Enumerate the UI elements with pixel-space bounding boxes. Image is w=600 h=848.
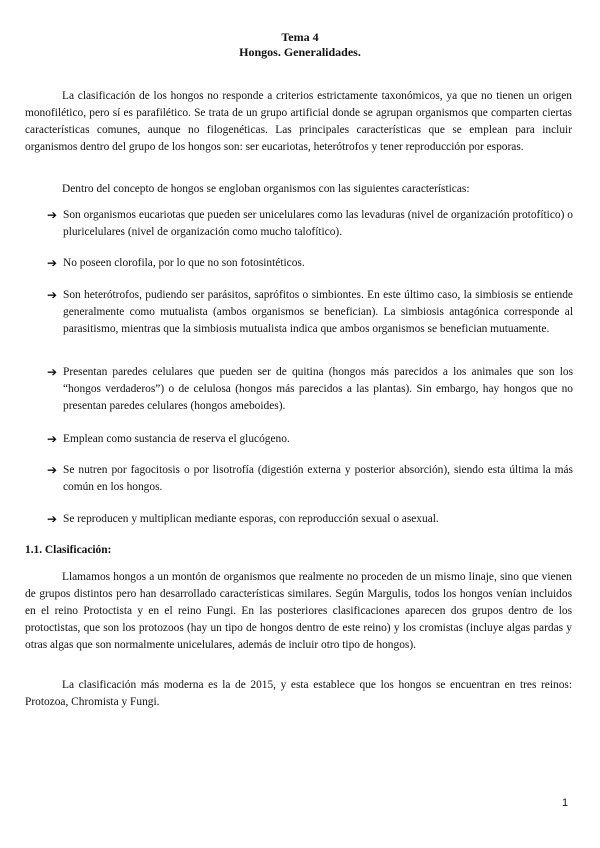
list-item-text: Son heterótrofos, pudiendo ser parásitos, saprófitos o simbiontes. En este último caso, la simbiosis se entiende generalmente como mutualista (ambos organismos se benefician). La simbiosis antagónica corresponde al parasitismo, mientras que la simbiosis mutualista indica que ambos organismos se benefician mutuamente. <box>63 289 573 335</box>
list-item <box>47 364 573 415</box>
list-item-text: Se nutren por fagocitosis o por lisotrofía (digestión externa y posterior absorción), siendo esta última la más común en los hongos. <box>63 464 573 493</box>
intro-paragraph-2: Dentro del concepto de hongos se engloban organismos con las siguientes características: <box>62 183 470 195</box>
list-item <box>47 207 573 241</box>
list-item-text: Son organismos eucariotas que pueden ser unicelulares como las levaduras (nivel de organización protofítico) o pluricelulares (nivel de organización como mucho talofítico). <box>63 209 573 238</box>
page-title: Hongos. Generalidades. <box>239 45 361 59</box>
list-item <box>47 287 573 338</box>
list-item-text: Emplean como sustancia de reserva el glucógeno. <box>63 433 290 445</box>
list-item <box>47 462 573 496</box>
list-item-text: Se reproducen y multiplican mediante esporas, con reproducción sexual o asexual. <box>63 513 439 525</box>
arrow-bullet-icon: ➔ <box>47 288 58 302</box>
list-item <box>47 255 573 272</box>
list-item <box>47 511 573 528</box>
arrow-bullet-icon: ➔ <box>47 463 58 477</box>
arrow-bullet-icon: ➔ <box>47 256 58 270</box>
list-item-text: No poseen clorofila, por lo que no son fotosintéticos. <box>63 257 305 269</box>
arrow-bullet-icon: ➔ <box>47 512 58 526</box>
arrow-bullet-icon: ➔ <box>47 365 58 379</box>
arrow-bullet-icon: ➔ <box>47 208 58 222</box>
arrow-bullet-icon: ➔ <box>47 432 58 446</box>
section-heading: 1.1. Clasificación: <box>25 544 112 556</box>
section-paragraph-1: Llamamos hongos a un montón de organismos que realmente no proceden de un mismo linaje, sino que vienen de grupos distintos pero han desarrollado características similares. Según Margulis, todos los hongos venían incluidos en el reino Protoctista y en el reino Fungi. En las posteriores clasificaciones aparecen dos grupos dentro de los protoctistas, que son los protozoos (hay un tipo de hongos dentro de este reino) y los cromistas (incluye algas pardas y otras algas que son normalmente unicelulares, además de incluir otro tipo de hongos). <box>25 571 572 651</box>
intro-paragraph-1: La clasificación de los hongos no responde a criterios estrictamente taxonómicos, ya que no tienen un origen monofilético, pero sí es parafilético. Se trata de un grupo artificial donde se agrupan organismos que comparten ciertas características comunes, aunque no filogenéticas. Las principales características que se emplean para incluir organismos dentro del grupo de los hongos son: ser eucariotas, heterótrofos y tener reproducción por esporas. <box>25 90 572 153</box>
list-item-text: Presentan paredes celulares que pueden ser de quitina (hongos más parecidos a los animales que son los “hongos verdaderos”) o de celulosa (hongos más parecidos a las plantas). Sin embargo, hay hongos que no presentan paredes celulares (hongos ameboides). <box>63 366 573 412</box>
tema-number: Tema 4 <box>281 30 319 44</box>
page-number: 1 <box>562 797 569 809</box>
list-item <box>47 431 573 448</box>
section-paragraph-2: La clasificación más moderna es la de 2015, y esta establece que los hongos se encuentran en tres reinos: Protozoa, Chromista y Fungi. <box>25 679 572 708</box>
